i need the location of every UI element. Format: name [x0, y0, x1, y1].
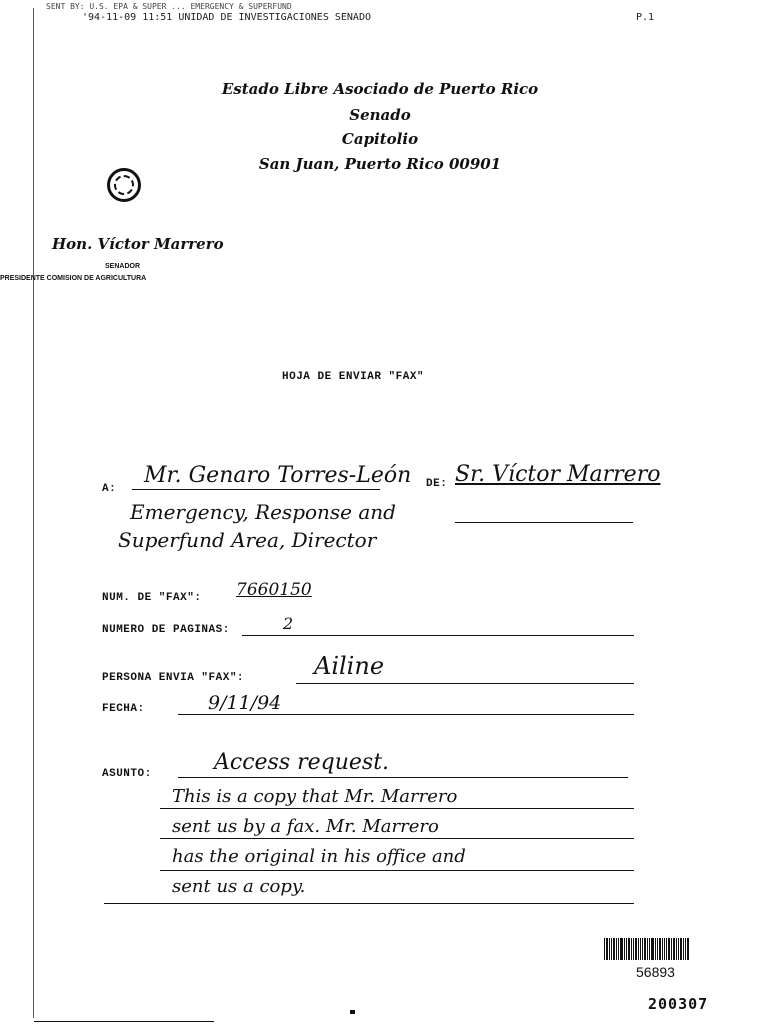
to-value-line2: Emergency, Response and	[130, 500, 396, 524]
date-underline	[178, 714, 634, 715]
letterhead-line4: San Juan, Puerto Rico 00901	[258, 155, 502, 173]
note-underline-2	[160, 838, 634, 839]
form-title: HOJA DE ENVIAR "FAX"	[282, 371, 425, 383]
letterhead-line3: Capitolio	[341, 130, 419, 148]
note-underline-4	[104, 903, 634, 904]
to-value-line3: Superfund Area, Director	[118, 528, 377, 552]
note-line3: has the original in his office and	[172, 846, 466, 867]
barcode-number: 56893	[636, 964, 675, 980]
senate-seal-icon	[107, 168, 141, 202]
bottom-dot	[350, 1010, 355, 1014]
barcode-icon	[604, 938, 690, 960]
to-underline-1	[132, 489, 380, 490]
note-line4: sent us a copy.	[172, 876, 306, 897]
note-line2: sent us by a fax. Mr. Marrero	[172, 816, 439, 837]
fax-num-value: 7660150	[236, 580, 312, 600]
from-label: DE:	[426, 478, 448, 490]
date-value: 9/11/94	[208, 692, 282, 714]
fax-header-line2: '94-11-09 11:51 UNIDAD DE INVESTIGACIONES SENADO	[82, 12, 371, 23]
to-value-line1: Mr. Genaro Torres-León	[144, 463, 412, 488]
date-label: FECHA:	[102, 703, 145, 715]
senator-title: SENADOR	[105, 263, 141, 270]
from-value: Sr. Víctor Marrero	[455, 462, 661, 487]
fax-header-line1: SENT BY: U.S. EPA & SUPER ... EMERGENCY & SUPERFUND	[46, 2, 292, 11]
letterhead-line1: Estado Libre Asociado de Puerto Rico	[221, 80, 539, 98]
bottom-left-rule	[34, 1021, 214, 1022]
senator-name: Hon. Víctor Marrero	[52, 235, 224, 253]
note-underline-1	[160, 808, 634, 809]
note-line1: This is a copy that Mr. Marrero	[172, 786, 458, 807]
subject-underline	[178, 777, 628, 778]
left-margin-line	[33, 8, 34, 1018]
senator-committee: PRESIDENTE COMISION DE AGRICULTURA	[0, 275, 147, 282]
letterhead-line2: Senado	[349, 106, 411, 124]
sender-underline	[296, 683, 634, 684]
sender-label: PERSONA ENVIA "FAX":	[102, 672, 245, 684]
pages-underline	[242, 635, 634, 636]
subject-label: ASUNTO:	[102, 768, 152, 780]
sender-value: Ailine	[314, 652, 385, 680]
pages-label: NUMERO DE PAGINAS:	[102, 624, 230, 636]
to-label: A:	[102, 483, 117, 495]
from-underline-2	[455, 522, 633, 523]
fax-num-label: NUM. DE "FAX":	[102, 592, 202, 604]
note-underline-3	[160, 870, 634, 871]
doc-number: 200307	[648, 995, 709, 1013]
pages-value: 2	[283, 614, 294, 633]
fax-header-page: P.1	[636, 12, 655, 23]
subject-value: Access request.	[214, 750, 390, 775]
